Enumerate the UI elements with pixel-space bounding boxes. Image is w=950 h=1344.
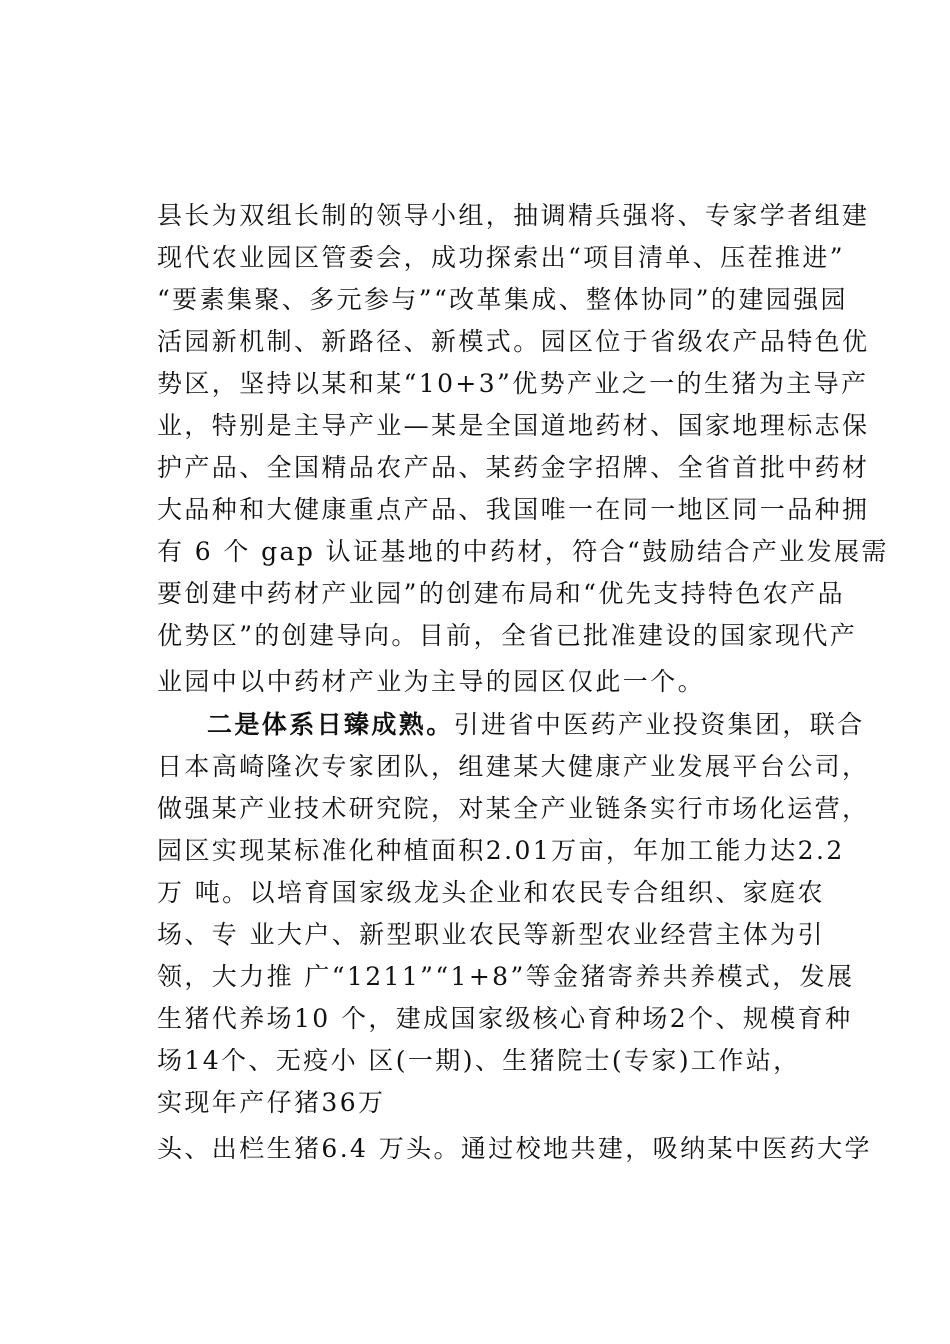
paragraph-line: 有 6 个 gap 认证基地的中药材，符合“鼓励结合产业发展需: [157, 537, 889, 566]
paragraph-line: 要创建中药材产业园”的创建布局和“优先支持特色农产品: [157, 579, 845, 608]
paragraph-line: 生猪代养场10 个，建成国家级核心育种场2个、规模育种: [157, 1004, 853, 1033]
paragraph-line: 现代农业园区管委会，成功探索出“项目清单、压茬推进”: [157, 243, 845, 272]
paragraph-line: 头、出栏生猪6.4 万头。通过校地共建，吸纳某中医药大学: [157, 1134, 872, 1163]
paragraph-line: 做强某产业技术研究院，对某全产业链条实行市场化运营，: [157, 794, 870, 823]
paragraph-line: 业，特别是主导产业—某是全国道地药材、国家地理标志保: [157, 411, 870, 440]
paragraph-line: “要素集聚、多元参与”“改革集成、整体协同”的建园强园: [157, 285, 848, 314]
paragraph-line: 护产品、全国精品农产品、某药金字招牌、全省首批中药材: [157, 453, 870, 482]
paragraph-line: 县长为双组长制的领导小组，抽调精兵强将、专家学者组建: [157, 201, 870, 230]
paragraph-line: 园区实现某标准化种植面积2.01万亩，年加工能力达2.2: [157, 836, 845, 865]
paragraph-line: 实现年产仔猪36万: [157, 1088, 386, 1117]
paragraph-line: 优势区”的创建导向。目前，全省已批准建设的国家现代产: [157, 621, 858, 650]
paragraph-line: 活园新机制、新路径、新模式。园区位于省级农产品特色优: [157, 327, 870, 356]
paragraph-line: 日本高崎隆次专家团队，组建某大健康产业发展平台公司，: [157, 752, 870, 781]
paragraph-line: 势区，坚持以某和某“10+3”优势产业之一的生猪为主导产: [157, 369, 869, 398]
paragraph-first-line-text: 引进省中医药产业投资集团，联合: [453, 710, 865, 739]
paragraph-line: 领，大力推 广“1211”“1+8”等金猪寄养共养模式，发展: [157, 962, 855, 991]
paragraph-line: 万 吨。以培育国家级龙头企业和农民专合组织、家庭农: [157, 878, 825, 907]
paragraph-line: 场14个、无疫小 区(一期)、生猪院士(专家)工作站，: [157, 1046, 801, 1075]
paragraph-first-line: [207, 707, 865, 743]
paragraph-line: 大品种和大健康重点产品、我国唯一在同一地区同一品种拥: [157, 495, 870, 524]
paragraph-line: 场、专 业大户、新型职业农民等新型农业经营主体为引: [157, 920, 825, 949]
paragraph-line: 业园中以中药材产业为主导的园区仅此一个。: [157, 667, 706, 696]
paragraph-lead-heading: 二是体系日臻成熟。: [207, 710, 454, 739]
